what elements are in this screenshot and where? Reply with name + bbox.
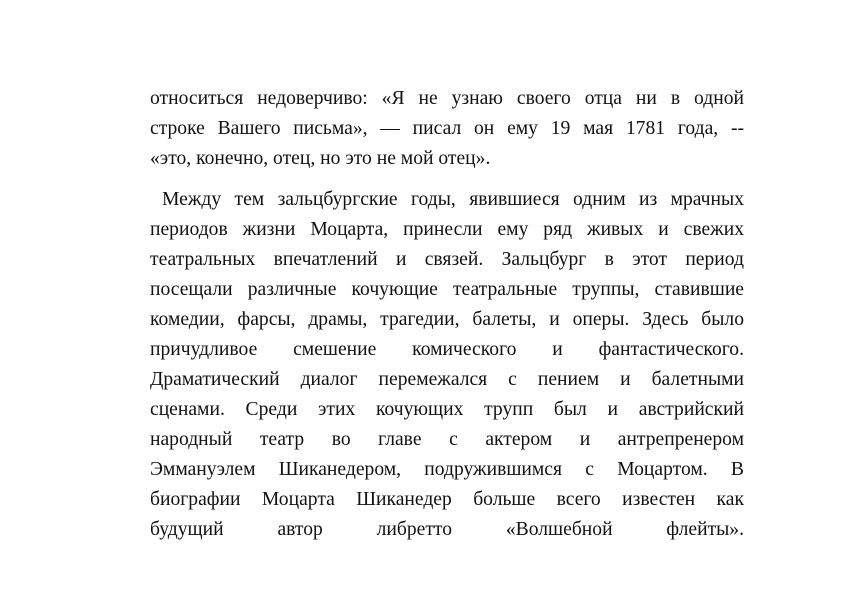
paragraph-2-line-1: Между тем зальцбургские годы, явившиеся одним из мрачных: [162, 189, 744, 210]
paragraph-2-line-12: будущий автор либретто «Волшебной флейты».: [150, 519, 744, 540]
paragraph-2-line-8: сценами. Среди этих кочующих трупп был и австрийский: [150, 399, 744, 420]
paragraph-2-line-5: комедии, фарсы, драмы, трагедии, балеты, и оперы. Здесь было: [150, 309, 744, 330]
paragraph-2-line-4: посещали различные кочующие театральные труппы, ставившие: [150, 279, 744, 300]
paragraph-1-line-1: относиться недоверчиво: «Я не узнаю своего отца ни в одной: [150, 88, 744, 109]
paragraph-2-line-9: народный театр во главе с актером и антрепренером: [150, 429, 744, 450]
paragraph-1-line-2: строке Вашего письма», — писал он ему 19 мая 1781 года, --: [150, 118, 744, 139]
paragraph-2-line-11: биографии Моцарта Шиканедер больше всего известен как: [150, 489, 744, 510]
paragraph-2-line-6: причудливое смешение комического и фантастического.: [150, 339, 744, 360]
paragraph-2-line-2: периодов жизни Моцарта, принесли ему ряд живых и свежих: [150, 219, 744, 240]
paragraph-2-line-10: Эммануэлем Шиканедером, подружившимся с Моцартом. В: [150, 459, 744, 480]
paragraph-2-line-3: театральных впечатлений и связей. Зальцбург в этот период: [150, 249, 744, 270]
paragraph-1-line-3: «это, конечно, отец, но это не мой отец».: [150, 148, 491, 169]
paragraph-2-line-7: Драматический диалог перемежался с пением и балетными: [150, 369, 744, 390]
